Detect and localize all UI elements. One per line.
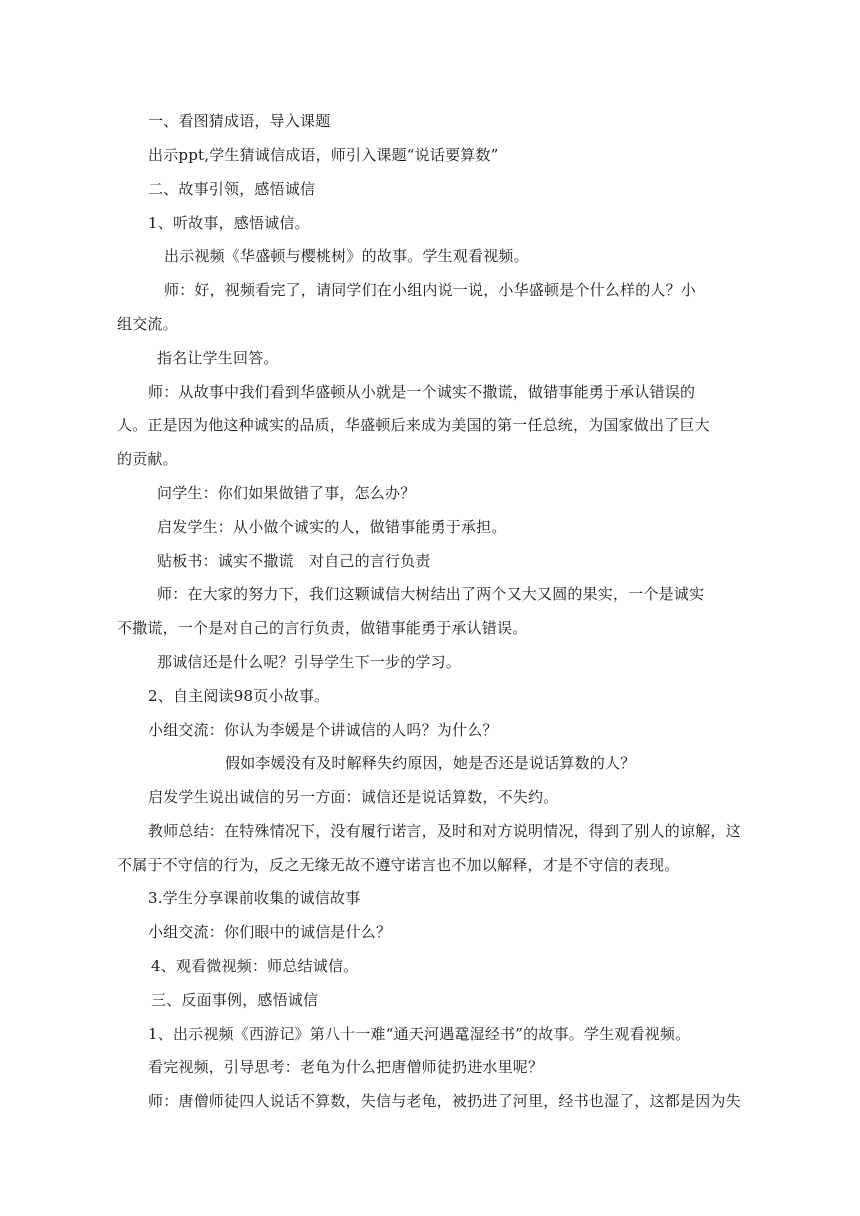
paragraph-line: 1、出示视频《西游记》第八十一难“通天河遇鼋湿经书”的故事。学生观看视频。 xyxy=(148,1025,691,1043)
paragraph-line: 启发学生：从小做个诚实的人，做错事能勇于承担。 xyxy=(157,518,507,536)
paragraph-line: 4、观看微视频：师总结诚信。 xyxy=(151,957,359,975)
heading-3: 三、反面事例，感悟诚信 xyxy=(151,991,319,1009)
paragraph-line: 小组交流：你们眼中的诚信是什么？ xyxy=(148,923,392,941)
paragraph-line: 不属于不守信的行为，反之无缘无故不遵守诺言也不加以解释，才是不守信的表现。 xyxy=(117,856,680,874)
subheading: 3.学生分享课前收集的诚信故事 xyxy=(148,889,361,907)
paragraph-line: 指名让学生回答。 xyxy=(157,349,279,367)
paragraph-line: 贴板书：诚实不撒谎 对自己的言行负责 xyxy=(157,552,431,570)
paragraph-line: 出示视频《华盛顿与樱桃树》的故事。学生观看视频。 xyxy=(164,247,529,265)
paragraph-line: 问学生：你们如果做错了事，怎么办？ xyxy=(157,484,416,502)
paragraph-line: 那诚信还是什么呢？引导学生下一步的学习。 xyxy=(157,653,462,671)
heading-2: 二、故事引领，感悟诚信 xyxy=(148,180,316,198)
paragraph-line: 看完视频，引导思考：老龟为什么把唐僧师徒扔进水里呢？ xyxy=(148,1058,544,1076)
paragraph-line: 启发学生说出诚信的另一方面：诚信还是说话算数，不失约。 xyxy=(148,788,559,806)
paragraph-line: 师：唐僧师徒四人说话不算数，失信与老龟，被扔进了河里，经书也湿了，这都是因为失 xyxy=(148,1092,741,1110)
paragraph-line: 的贡献。 xyxy=(117,450,178,468)
paragraph-line: 师：在大家的努力下，我们这颗诚信大树结出了两个又大又圆的果实，一个是诚实 xyxy=(157,585,705,603)
paragraph-line: 出示ppt,学生猜诚信成语，师引入课题“说话要算数” xyxy=(148,146,499,164)
paragraph-line: 组交流。 xyxy=(117,315,178,333)
paragraph-line: 小组交流：你认为李媛是个讲诚信的人吗？为什么？ xyxy=(148,721,498,739)
heading-1: 一、看图猜成语，导入课题 xyxy=(148,112,331,130)
paragraph-line: 不撒谎，一个是对自己的言行负责，做错事能勇于承认错误。 xyxy=(117,619,528,637)
paragraph-line: 师：好，视频看完了，请同学们在小组内说一说，小华盛顿是个什么样的人？小 xyxy=(164,281,697,299)
paragraph-line: 假如李媛没有及时解释失约原因，她是否还是说话算数的人？ xyxy=(225,754,636,772)
paragraph-line: 教师总结：在特殊情况下，没有履行诺言，及时和对方说明情况，得到了别人的谅解，这 xyxy=(148,822,741,840)
paragraph-line: 师：从故事中我们看到华盛顿从小就是一个诚实不撒谎，做错事能勇于承认错误的 xyxy=(148,383,696,401)
paragraph-line: 人。正是因为他这种诚实的品质，华盛顿后来成为美国的第一任总统，为国家做出了巨大 xyxy=(117,416,710,434)
subheading: 2、自主阅读98页小故事。 xyxy=(148,687,330,705)
subheading: 1、听故事，感悟诚信。 xyxy=(148,214,310,232)
